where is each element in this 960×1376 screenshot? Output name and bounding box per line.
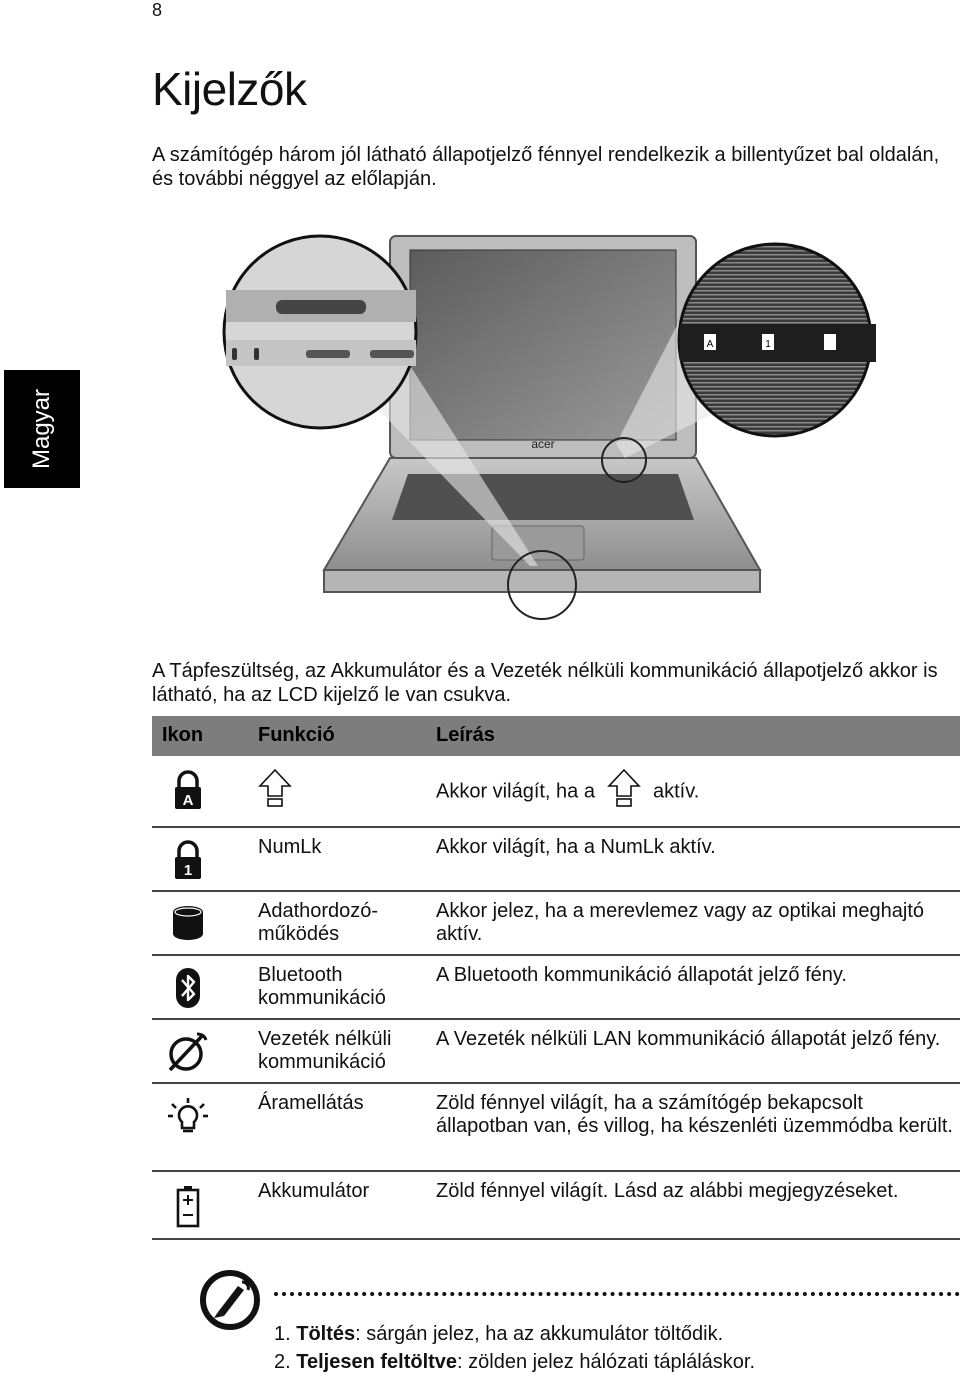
caps-lock-desc-before: Akkor világít, ha a (436, 780, 595, 803)
laptop-base (324, 458, 760, 592)
laptop-indicators-illustration (220, 230, 880, 630)
notes-list (274, 1320, 755, 1376)
wireless-function: Vezeték nélküli kommunikáció (258, 1028, 392, 1073)
caps-lock-description (436, 776, 956, 808)
num-lock-icon (166, 838, 210, 882)
table-row-wireless (152, 1020, 960, 1084)
note-icon (198, 1268, 262, 1332)
col-header-description: Leírás (436, 724, 495, 746)
hard-disk-icon (166, 902, 210, 946)
laptop-brand-logo: acer (531, 437, 555, 451)
svg-text:1: 1 (183, 862, 193, 879)
table-row-num-lock (152, 828, 960, 892)
language-side-tab (4, 370, 80, 488)
note-dotted-rule (274, 1292, 960, 1296)
note-item-1 (274, 1320, 755, 1348)
table-row-caps-lock (152, 756, 960, 828)
caps-lock-inline-arrow-icon (607, 768, 641, 808)
svg-text:A: A (182, 792, 194, 809)
col-header-icon: Ikon (162, 724, 204, 746)
num-lock-description: Akkor világít, ha a NumLk aktív. (436, 836, 716, 858)
caps-lock-icon (166, 768, 210, 812)
power-description: Zöld fénnyel világít, ha a számítógép bekapcsolt állapotban van, és villog, ha készenléti üzemmódba került. (436, 1092, 953, 1137)
table-row-power (152, 1084, 960, 1172)
num-lock-function: NumLk (258, 836, 322, 858)
battery-description: Zöld fénnyel világít. Lásd az alábbi megjegyzéseket. (436, 1180, 899, 1202)
wireless-description: A Vezeték nélküli LAN kommunikáció állapotát jelző fény. (436, 1028, 941, 1050)
note-1-text: : sárgán jelez, ha az akkumulátor töltődik. (355, 1323, 724, 1345)
table-row-bluetooth (152, 956, 960, 1020)
table-row-battery (152, 1172, 960, 1240)
note-2-number: 2. (274, 1351, 291, 1373)
drive-activity-function: Adathordozó- működés (258, 900, 379, 945)
language-side-tab-label: Magyar (28, 388, 55, 470)
power-icon (166, 1096, 210, 1140)
bluetooth-function: Bluetooth kommunikáció (258, 964, 386, 1009)
wireless-icon (166, 1030, 210, 1074)
note-1-term: Töltés (296, 1323, 356, 1345)
table-header (152, 716, 960, 756)
page-number: 8 (152, 0, 163, 20)
battery-icon (166, 1184, 210, 1228)
caps-lock-arrow-icon (258, 768, 292, 808)
power-function: Áramellátás (258, 1092, 364, 1114)
keyboard-panel-zoom (679, 244, 876, 436)
callout-key-a: A (706, 339, 714, 350)
page-title: Kijelzők (152, 63, 307, 115)
lcd-closed-note: A Tápfeszültség, az Akkumulátor és a Vezeték nélküli kommunikáció állapotjelző akkor is látható, ha az LCD kijelző le van csukva. (152, 660, 938, 706)
note-2-text: : zölden jelez hálózati tápláláskor. (457, 1351, 756, 1373)
drive-activity-description: Akkor jelez, ha a merevlemez vagy az optikai meghajtó aktív. (436, 900, 925, 945)
bluetooth-icon (166, 966, 210, 1010)
caps-lock-desc-after: aktív. (652, 780, 700, 803)
col-header-function: Funkció (258, 724, 335, 746)
callout-key-1: 1 (765, 339, 771, 350)
note-2-term: Teljesen feltöltve (296, 1351, 458, 1373)
battery-function: Akkumulátor (258, 1180, 370, 1202)
intro-paragraph: A számítógép három jól látható állapotjelző fénnyel rendelkezik a billentyűzet bal oldalán, és további néggyel az előlapján. (152, 144, 940, 190)
front-panel-zoom (224, 236, 416, 428)
table-row-drive-activity (152, 892, 960, 956)
note-1-number: 1. (274, 1323, 291, 1345)
bluetooth-description: A Bluetooth kommunikáció állapotát jelző fény. (436, 964, 847, 986)
